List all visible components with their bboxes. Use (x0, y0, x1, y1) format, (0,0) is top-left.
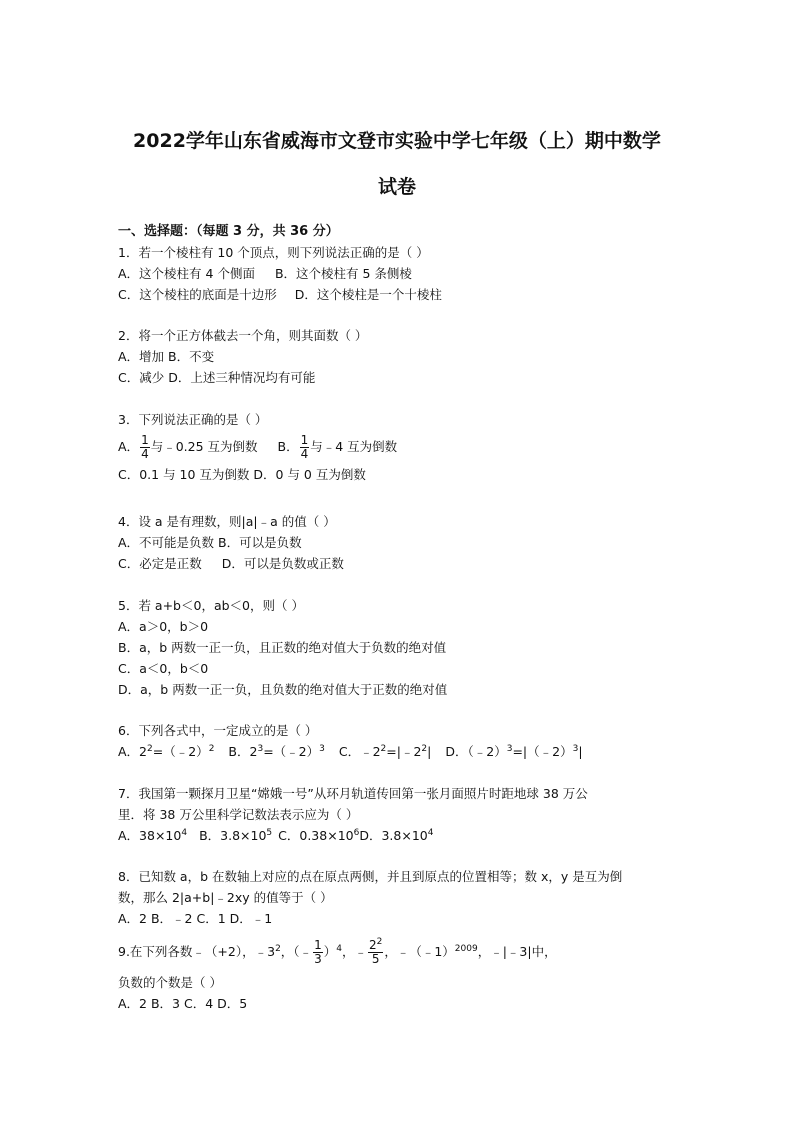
question-4-options-cd (118, 553, 688, 574)
question-7-option-d: D．$3.8\times 10^4$ (359, 827, 434, 843)
question-1-stem: 1．若一个棱柱有 10 个顶点，则下列说法正确的是（ ） (118, 245, 429, 260)
question-3-option-b: 与﹣4 互为倒数 (310, 439, 398, 454)
question-3 (118, 409, 688, 485)
question-1-options-ab (118, 263, 688, 284)
question-7 (118, 783, 688, 846)
question-8-options: A．2 B．﹣2 C．1 D．﹣1 (118, 911, 273, 926)
question-7-options (118, 825, 688, 846)
question-2-options-ab: A．增加 B．不变 (118, 349, 215, 364)
question-8-stem-line-1: 8．已知数 a，b 在数轴上对应的点在原点两侧，并且到原点的位置相等；数 x，y 是互为倒 (118, 869, 623, 884)
question-9-stem-line-1: 9.在下列各数﹣（+2），$﹣3^2$，（﹣ $\frac{1}{3}$ ）$^4$，﹣ $\frac{2^2}{5}$ ，﹣（﹣1）$^{2009}$，﹣|﹣3|中， (118, 937, 557, 966)
fraction-one-quarter: $\frac{1}{4}$ (141, 433, 149, 461)
question-9-options: A．2 B．3 C．4 D．5 (118, 996, 248, 1011)
question-1-option-a: A．这个棱柱有 4 个侧面 (118, 266, 255, 281)
question-3-stem: 3．下列说法正确的是（ ） (118, 412, 268, 427)
question-5-option-c: C．a＜0，b＜0 (118, 661, 209, 676)
question-4 (118, 511, 688, 574)
question-7-option-c: C．$0.38\times 10^6$ (278, 827, 360, 843)
exam-title-line-1: 2022学年山东省威海市文登市实验中学七年级（上）期中数学 (133, 130, 661, 152)
question-4-option-c: C．必定是正数 (118, 556, 202, 571)
question-2-options-cd: C．减少 D．上述三种情况均有可能 (118, 370, 316, 385)
question-4-option-d: D．可以是负数或正数 (221, 556, 344, 571)
question-3-options-ab: A． $\frac{1}{4}$ 与﹣0.25 互为倒数 B． $\frac{1}{4}$ 与﹣4 互为倒数 (118, 433, 398, 461)
section-heading-multiple-choice: 一、选择题：（每题 3 分，共 36 分） (118, 224, 339, 239)
question-3-option-a: 与﹣0.25 互为倒数 (150, 439, 258, 454)
question-5-stem: 5．若 a+b＜0，ab＜0，则（ ） (118, 598, 304, 613)
question-4-stem: 4．设 a 是有理数，则|a|﹣a 的值（ ） (118, 514, 336, 529)
question-6-option-c: C．$﹣2^2=|﹣2^2|$ (338, 743, 432, 759)
question-9-stem-line-2: 负数的个数是（ ） (118, 975, 222, 990)
question-1-options-cd (118, 284, 688, 305)
question-7-stem-line-1: 7．我国第一颗探月卫星“嫦娥一号”从环月轨道传回第一张月面照片时距地球 38 万公 (118, 786, 588, 801)
question-1-option-b: B．这个棱柱有 5 条侧棱 (274, 266, 412, 281)
question-5 (118, 595, 688, 700)
question-3-options-cd: C．0.1 与 10 互为倒数 D．0 与 0 互为倒数 (118, 467, 366, 482)
question-1-option-c: C．这个棱柱的底面是十边形 (118, 287, 277, 302)
question-5-option-d: D．a，b 两数一正一负，且负数的绝对值大于正数的绝对值 (118, 682, 448, 697)
question-7-stem-line-2: 里．将 38 万公里科学记数法表示应为（ ） (118, 807, 359, 822)
question-6-option-d: D．（﹣2）$^3$=|（﹣2）$^3$| (445, 743, 583, 759)
question-1 (118, 242, 688, 305)
question-6-stem: 6．下列各式中，一定成立的是（ ） (118, 723, 318, 738)
question-5-option-b: B．a，b 两数一正一负，且正数的绝对值大于负数的绝对值 (118, 640, 447, 655)
question-9 (118, 932, 688, 1014)
question-6-option-a: A．$2^2=(﹣2)^2$ (118, 743, 215, 759)
question-8-stem-line-2: 数，那么 2|a+b|﹣2xy 的值等于（ ） (118, 890, 333, 905)
question-1-option-d: D．这个棱柱是一个十棱柱 (294, 287, 442, 302)
fraction-one-quarter: $\frac{1}{4}$ (300, 433, 309, 461)
question-5-option-a: A．a＞0，b＞0 (118, 619, 209, 634)
fraction-one-third: $\frac{1}{3}$ (314, 938, 322, 966)
exam-title-line-2: 试卷 (377, 176, 416, 198)
question-2 (118, 325, 688, 388)
question-8 (118, 866, 688, 929)
question-2-stem: 2．将一个正方体截去一个角，则其面数（ ） (118, 328, 368, 343)
question-4-options-ab: A．不可能是负数 B．可以是负数 (118, 535, 302, 550)
fraction-two-squared-over-five: $\frac{2^2}{5}$ (368, 937, 383, 966)
question-6-option-b: B．$2^3=(﹣2)^3$ (228, 743, 325, 759)
question-6-options (118, 741, 688, 762)
question-6 (118, 720, 688, 762)
question-7-option-a: A．$38\times 10^4$ (118, 827, 188, 843)
question-7-option-b: B．$3.8\times 10^5$ (199, 827, 273, 843)
